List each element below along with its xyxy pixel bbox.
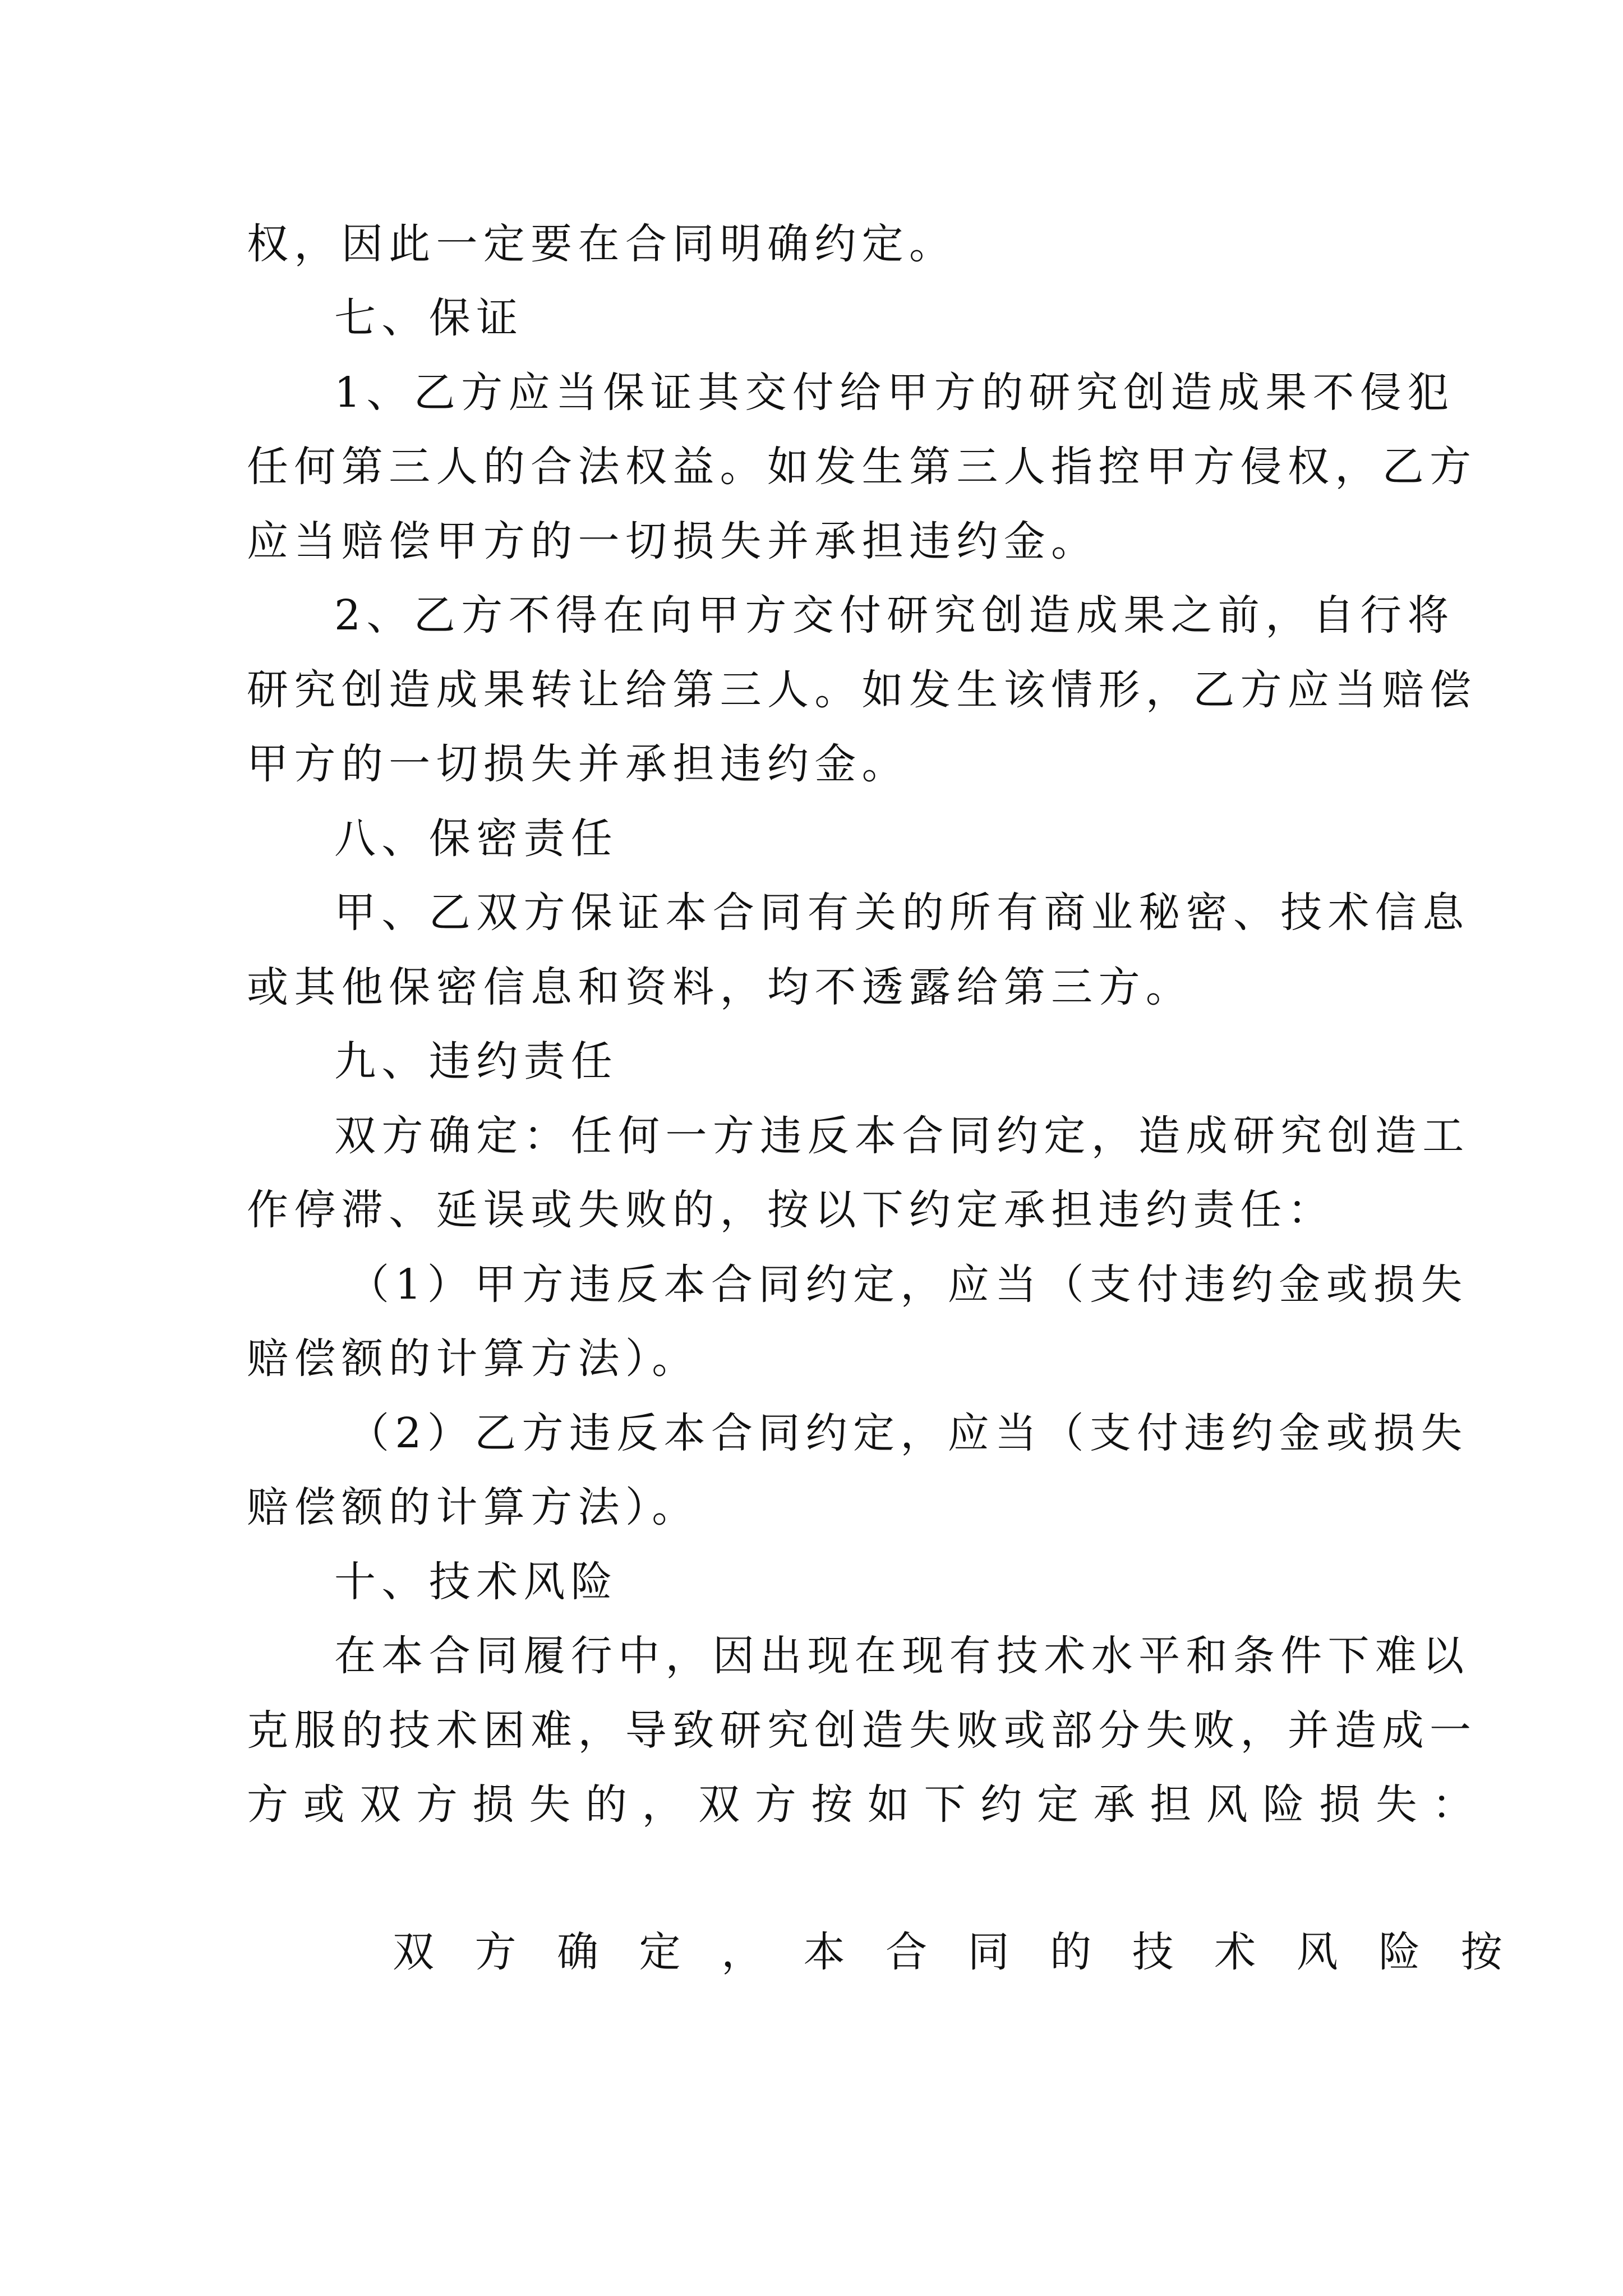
body-text-line: 研究创造成果转让给第三人。如发生该情形，乙方应当赔偿 xyxy=(247,666,1477,714)
body-text-line: 双方确定，本合同的技术风险按 xyxy=(393,1928,1543,1976)
body-text-line: 权，因此一定要在合同明确约定。 xyxy=(247,220,957,268)
section-heading-confidentiality: 八、保密责任 xyxy=(334,815,619,863)
body-text-line: 甲、乙双方保证本合同有关的所有商业秘密、技术信息 xyxy=(334,889,1470,937)
section-heading-technical-risk: 十、技术风险 xyxy=(334,1558,619,1606)
body-text-line: （1）甲方违反本合同约定，应当（支付违约金或损失 xyxy=(348,1260,1468,1309)
body-text-line: 作停滞、延误或失败的，按以下约定承担违约责任： xyxy=(247,1186,1335,1234)
body-text-line: 在本合同履行中，因出现在现有技术水平和条件下难以 xyxy=(334,1632,1470,1680)
body-text-line: 应当赔偿甲方的一切损失并承担违约金。 xyxy=(247,517,1099,565)
body-text-line: 克服的技术困难，导致研究创造失败或部分失败，并造成一 xyxy=(247,1706,1477,1755)
body-text-line: 或其他保密信息和资料，均不透露给第三方。 xyxy=(247,963,1193,1011)
body-text-line: 1、乙方应当保证其交付给甲方的研究创造成果不侵犯 xyxy=(334,369,1455,417)
body-text-line: 赔偿额的计算方法）。 xyxy=(247,1483,699,1531)
body-text-line: 方或双方损失的，双方按如下约定承担风险损失： xyxy=(247,1780,1489,1829)
body-text-line: 任何第三人的合法权益。如发生第三人指控甲方侵权，乙方 xyxy=(247,443,1477,491)
body-text-line: 甲方的一切损失并承担违约金。 xyxy=(247,740,910,788)
body-text-line: 2、乙方不得在向甲方交付研究创造成果之前，自行将 xyxy=(334,591,1455,639)
body-text-line: 赔偿额的计算方法）。 xyxy=(247,1335,699,1383)
body-text-line: 双方确定：任何一方违反本合同约定，造成研究创造工 xyxy=(334,1112,1470,1160)
body-text-line: （2）乙方违反本合同约定，应当（支付违约金或损失 xyxy=(348,1409,1468,1457)
section-heading-breach-liability: 九、违约责任 xyxy=(334,1037,619,1085)
section-heading-guarantee: 七、保证 xyxy=(334,294,524,342)
